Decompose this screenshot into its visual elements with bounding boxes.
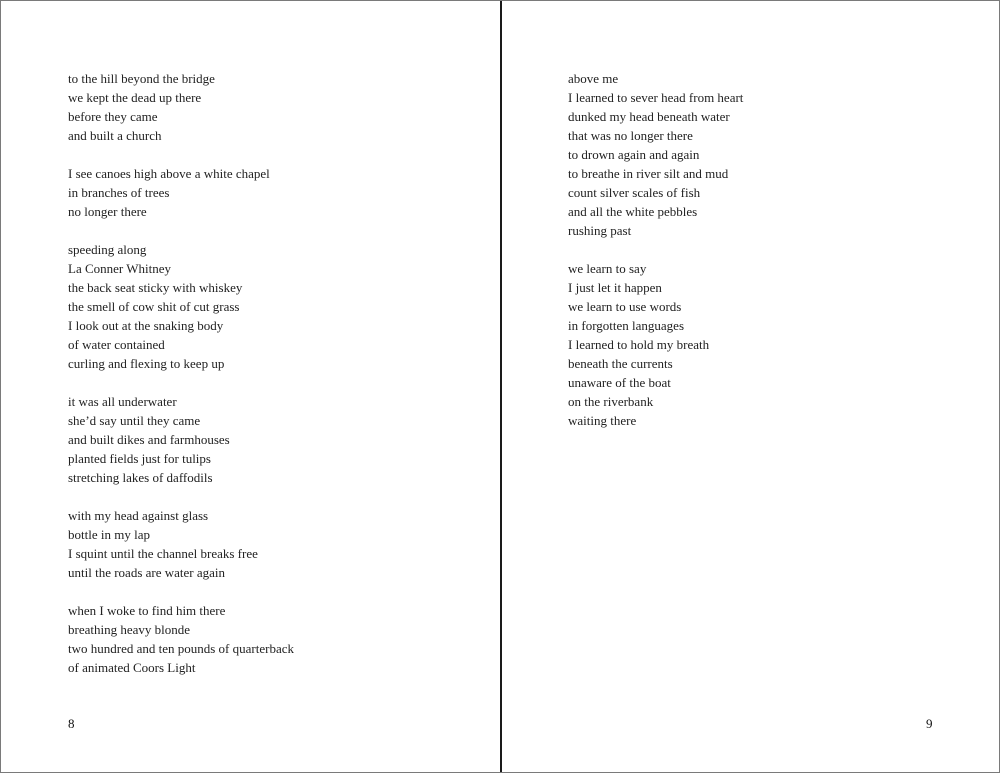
- poem-line: curling and flexing to keep up: [68, 356, 225, 371]
- poem-line: the smell of cow shit of cut grass: [68, 299, 240, 314]
- stanza: [568, 69, 743, 240]
- poem-line: of animated Coors Light: [68, 660, 196, 675]
- left-page-poem: [68, 69, 294, 677]
- poem-line: stretching lakes of daffodils: [68, 470, 213, 485]
- poem-line: and built dikes and farmhouses: [68, 432, 230, 447]
- poem-line: I squint until the channel breaks free: [68, 546, 258, 561]
- poem-line: two hundred and ten pounds of quarterback: [68, 641, 294, 656]
- stanza: [68, 601, 294, 677]
- poem-line: she’d say until they came: [68, 413, 201, 428]
- poem-line: to the hill beyond the bridge: [68, 71, 215, 86]
- poem-line: I look out at the snaking body: [68, 318, 224, 333]
- poem-line: the back seat sticky with whiskey: [68, 280, 243, 295]
- poem-line: in branches of trees: [68, 185, 170, 200]
- poem-line: beneath the currents: [568, 356, 673, 371]
- poem-line: breathing heavy blonde: [68, 622, 191, 637]
- poem-line: with my head against glass: [68, 508, 209, 523]
- poem-line: planted fields just for tulips: [68, 451, 211, 466]
- poem-line: when I woke to find him there: [68, 603, 226, 618]
- poem-line: of water contained: [68, 337, 165, 352]
- poem-line: La Conner Whitney: [68, 261, 172, 276]
- right-page-poem: [568, 69, 743, 430]
- poem-line: no longer there: [68, 204, 147, 219]
- poem-line: and built a church: [68, 128, 162, 143]
- poem-line: it was all underwater: [68, 394, 177, 409]
- poem-line: rushing past: [568, 223, 632, 238]
- poem-line: dunked my head beneath water: [568, 109, 730, 124]
- poem-line: that was no longer there: [568, 128, 693, 143]
- poem-line: I learned to hold my breath: [568, 337, 710, 352]
- poem-line: I learned to sever head from heart: [568, 90, 744, 105]
- poem-line: in forgotten languages: [568, 318, 685, 333]
- left-page-number: 8: [68, 716, 75, 731]
- stanza: [68, 240, 294, 373]
- poem-line: we learn to say: [568, 261, 647, 276]
- stanza: [68, 506, 294, 582]
- poem-line: until the roads are water again: [68, 565, 226, 580]
- poem-line: before they came: [68, 109, 158, 124]
- stanza: [568, 259, 743, 430]
- poem-line: count silver scales of fish: [568, 185, 701, 200]
- poem-line: above me: [568, 71, 619, 86]
- poem-line: to drown again and again: [568, 147, 700, 162]
- poem-line: speeding along: [68, 242, 147, 257]
- poem-line: unaware of the boat: [568, 375, 671, 390]
- poem-line: and all the white pebbles: [568, 204, 698, 219]
- poem-line: bottle in my lap: [68, 527, 150, 542]
- poem-line: I see canoes high above a white chapel: [68, 166, 270, 181]
- poem-line: we learn to use words: [568, 299, 682, 314]
- left-page: [1, 1, 500, 772]
- poem-line: waiting there: [568, 413, 637, 428]
- poem-line: we kept the dead up there: [68, 90, 202, 105]
- poem-line: to breathe in river silt and mud: [568, 166, 729, 181]
- stanza: [68, 392, 294, 487]
- stanza: [68, 164, 294, 221]
- poem-line: on the riverbank: [568, 394, 654, 409]
- right-page: [502, 1, 1000, 772]
- stanza: [68, 69, 294, 145]
- right-page-number: 9: [926, 716, 933, 731]
- poem-line: I just let it happen: [568, 280, 662, 295]
